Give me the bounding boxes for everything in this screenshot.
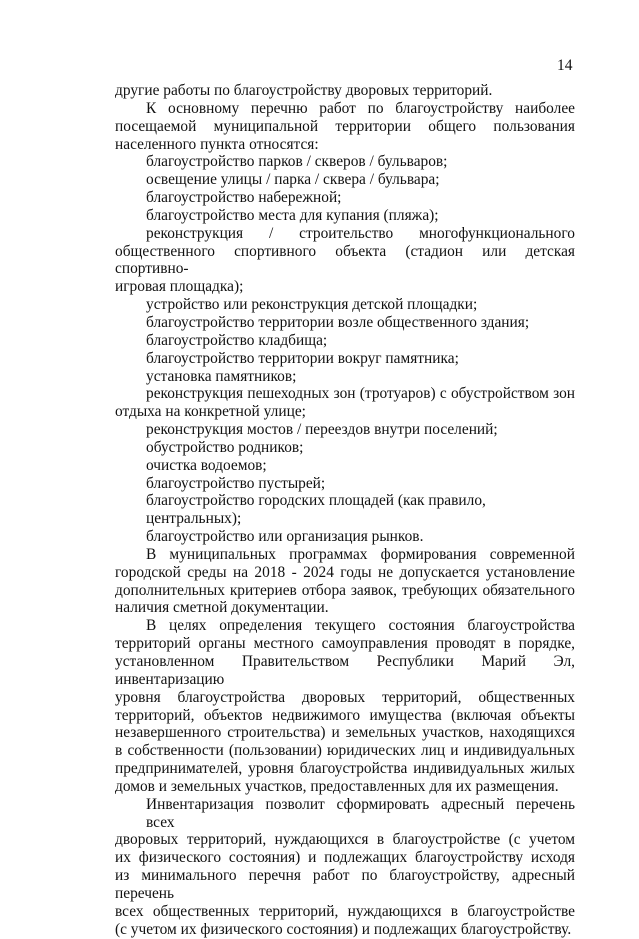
text-line: (с учетом их физического состояния) и подлежащих благоустройству. <box>115 920 572 938</box>
list-item: благоустройство места для купания (пляжа); <box>146 206 439 224</box>
list-item: благоустройство пустырей; <box>146 474 326 492</box>
page-number: 14 <box>557 57 573 74</box>
text-line: дворовых территорий, нуждающихся в благоустройстве (с учетом <box>115 831 575 849</box>
document-body <box>115 82 575 939</box>
text-line: в собственности (пользовании) юридических лиц и индивидуальных <box>115 742 575 760</box>
list-item: благоустройство кладбища; <box>146 331 328 349</box>
list-item: устройство или реконструкция детской площадки; <box>146 296 478 314</box>
list-item: благоустройство парков / скверов / бульваров; <box>146 153 448 171</box>
list-item: освещение улицы / парка / сквера / бульвара; <box>146 171 440 189</box>
text-line: территорий органы местного самоуправления проводят в порядке, <box>115 635 575 653</box>
list-item: благоустройство набережной; <box>146 189 342 207</box>
text-line: их физического состояния) и подлежащих благоустройству исходя <box>115 849 575 867</box>
text-line: другие работы по благоустройству дворовых территорий. <box>115 82 493 99</box>
text-line: игровая площадка); <box>115 278 244 296</box>
list-item: благоустройство или организация рынков. <box>146 528 424 546</box>
text-line: общественного спортивного объекта (стадион или детская спортивно- <box>115 242 575 278</box>
text-line: домов и земельных участков, предоставленных для их размещения. <box>115 777 559 795</box>
text-line: В муниципальных программах формирования современной <box>146 545 575 563</box>
text-line: посещаемой муниципальной территории общего пользования <box>115 117 575 135</box>
list-item: установка памятников; <box>146 367 297 385</box>
text-line: установленном Правительством Республики Марий Эл, инвентаризацию <box>115 653 575 688</box>
text-line: из минимального перечня работ по благоустройству, адресный перечень <box>115 867 575 902</box>
text-line: предпринимателей, уровня благоустройства индивидуальных жилых <box>115 760 575 778</box>
text-line: территорий, объектов недвижимого имущества (включая объекты <box>115 706 575 724</box>
list-item: благоустройство территории возле общественного здания; <box>146 313 530 331</box>
list-item: обустройство родников; <box>146 438 304 456</box>
text-line: В целях определения текущего состояния благоустройства <box>146 617 575 635</box>
text-line: уровня благоустройства дворовых территорий, общественных <box>115 688 575 706</box>
text-line: городской среды на 2018 - 2024 годы не допускается установление <box>115 563 575 581</box>
text-line: всех общественных территорий, нуждающихся в благоустройстве <box>115 902 575 920</box>
list-item: реконструкция мостов / переездов внутри поселений; <box>146 421 498 439</box>
text-line: Инвентаризация позволит сформировать адресный перечень всех <box>146 795 575 831</box>
text-line: наличия сметной документации. <box>115 599 329 617</box>
text-line: отдыха на конкретной улице; <box>115 403 306 421</box>
text-line: К основному перечню работ по благоустройству наиболее <box>146 99 575 117</box>
list-item: реконструкция пешеходных зон (тротуаров) с обустройством зон <box>146 385 575 403</box>
text-line: дополнительных критериев отбора заявок, требующих обязательного <box>115 581 575 599</box>
text-line: незавершенного строительства) и земельных участков, находящихся <box>115 724 575 742</box>
list-item: реконструкция / строительство многофункционального <box>146 224 575 242</box>
list-item: очистка водоемов; <box>146 456 267 474</box>
list-item: благоустройство городских площадей (как правило, центральных); <box>146 492 486 528</box>
text-line: населенного пункта относятся: <box>115 135 319 153</box>
list-item: благоустройство территории вокруг памятника; <box>146 349 459 367</box>
